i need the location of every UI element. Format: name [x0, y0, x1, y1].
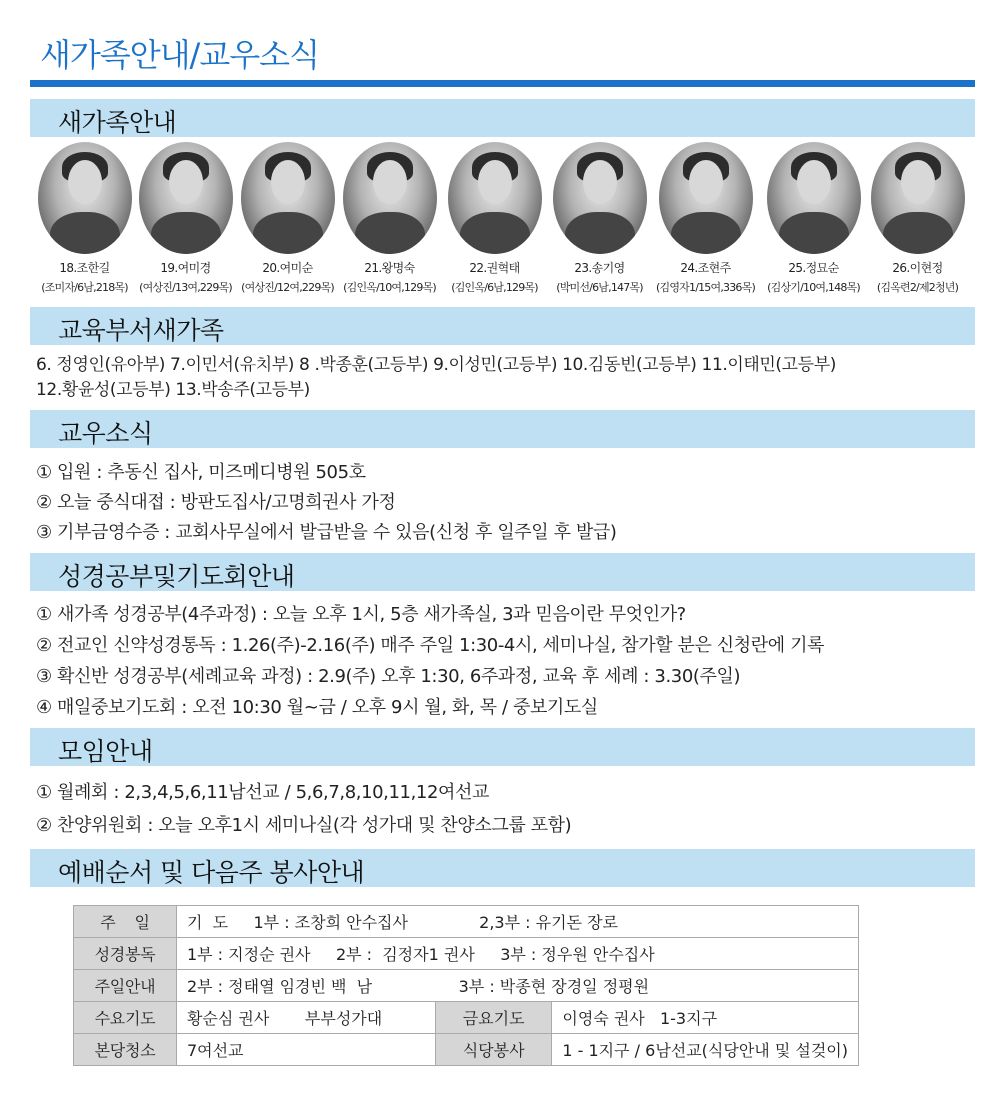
news-line: ③ 기부금영수증 : 교회사무실에서 발급받을 수 있음(신청 후 일주일 후 발급) [36, 522, 617, 543]
row-label: 성경봉독 [74, 938, 177, 970]
row-label: 금요기도 [435, 1002, 551, 1034]
member-card [865, 142, 970, 295]
member-card [235, 142, 340, 295]
member-info: (김인옥/6남,129목) [451, 281, 538, 294]
section-title: 교육부서새가족 [58, 316, 224, 345]
service-schedule-table [73, 905, 859, 1066]
row-label: 식당봉사 [435, 1034, 551, 1066]
member-card [761, 142, 866, 295]
education-line: 12.황윤성(고등부) 13.박송주(고등부) [36, 380, 310, 400]
row-label: 본당청소 [74, 1034, 177, 1066]
row-content: 1 - 1지구 / 6남선교(식당안내 및 설겆이) [552, 1034, 859, 1066]
member-name: 23.송기영 [574, 261, 625, 275]
news-line: ② 오늘 중식대접 : 방판도집사/고명희권사 가정 [36, 492, 396, 513]
member-name: 25.정묘순 [788, 261, 839, 275]
row-content: 1부 : 지정순 권사 2부 : 김정자1 권사 3부 : 정우원 안수집사 [176, 938, 858, 970]
member-photo [767, 142, 861, 254]
news-line: ① 입원 : 추동신 집사, 미즈메디병원 505호 [36, 462, 366, 483]
section-title: 성경공부및기도회안내 [58, 562, 295, 591]
member-photo [241, 142, 335, 254]
row-label: 주 일 [74, 906, 177, 938]
member-info: (조미자/6남,218목) [41, 281, 128, 294]
row-content: 이영숙 권사 1-3지구 [552, 1002, 859, 1034]
member-card [32, 142, 137, 295]
row-label: 수요기도 [74, 1002, 177, 1034]
row-label: 주일안내 [74, 970, 177, 1002]
member-photo [448, 142, 542, 254]
member-info: (김상기/10여,148목) [767, 281, 860, 294]
row-content: 7여선교 [176, 1034, 435, 1066]
member-info: (박미선/6남,147목) [556, 281, 643, 294]
member-card [133, 142, 238, 295]
section-title: 예배순서 및 다음주 봉사안내 [58, 858, 365, 887]
section-header-worship [30, 849, 975, 887]
member-card [547, 142, 652, 295]
section-header-news [30, 410, 975, 448]
bible-line: ④ 매일중보기도회 : 오전 10:30 월~금 / 오후 9시 월, 화, 목 / 중보기도실 [36, 697, 598, 718]
member-card [442, 142, 547, 295]
bible-line: ③ 확신반 성경공부(세례교육 과정) : 2.9(주) 오후 1:30, 6주과정, 교육 후 세례 : 3.30(주일) [36, 666, 741, 687]
title-divider [30, 80, 975, 87]
member-photo [871, 142, 965, 254]
member-name: 21.왕명숙 [364, 261, 415, 275]
table-row [74, 938, 859, 970]
section-header-meetings [30, 728, 975, 766]
member-photo [139, 142, 233, 254]
section-header-education [30, 307, 975, 345]
member-name: 19.여미경 [160, 261, 211, 275]
meeting-line: ① 월례회 : 2,3,4,5,6,11남선교 / 5,6,7,8,10,11,12여선교 [36, 782, 489, 803]
member-photo [553, 142, 647, 254]
section-header-bible-study [30, 553, 975, 591]
bible-line: ① 새가족 성경공부(4주과정) : 오늘 오후 1시, 5층 새가족실, 3과 믿음이란 무엇인가? [36, 604, 686, 625]
member-photo [659, 142, 753, 254]
member-name: 24.조현주 [680, 261, 731, 275]
member-info: (여상진/13여,229목) [139, 281, 232, 294]
member-info: (김옥련2/제2청년) [876, 281, 959, 294]
table-row [74, 1034, 859, 1066]
section-header-new-family [30, 99, 975, 137]
member-card [337, 142, 442, 295]
member-info: (김인옥/10여,129목) [343, 281, 436, 294]
row-content: 2부 : 정태열 임경빈 백 남 3부 : 박종현 장경일 정평원 [176, 970, 858, 1002]
page-title: 새가족안내/교우소식 [40, 36, 319, 74]
table-row [74, 906, 859, 938]
meeting-line: ② 찬양위원회 : 오늘 오후1시 세미나실(각 성가대 및 찬양소그룹 포함) [36, 815, 572, 836]
member-name: 22.권혁태 [469, 261, 520, 275]
bible-line: ② 전교인 신약성경통독 : 1.26(주)-2.16(주) 매주 주일 1:30-4시, 세미나실, 참가할 분은 신청란에 기록 [36, 635, 825, 656]
member-name: 18.조한길 [59, 261, 110, 275]
row-content: 황순심 권사 부부성가대 [176, 1002, 435, 1034]
education-line: 6. 정영인(유아부) 7.이민서(유치부) 8 .박종훈(고등부) 9.이성민(고등부) 10.김동빈(고등부) 11.이태민(고등부) [36, 355, 836, 375]
section-title: 새가족안내 [58, 108, 177, 137]
member-photo [343, 142, 437, 254]
member-info: (김영자1/15여,336목) [656, 281, 755, 294]
row-content: 기 도 1부 : 조창희 안수집사 2,3부 : 유기돈 장로 [176, 906, 858, 938]
table-row [74, 970, 859, 1002]
table-row [74, 1002, 859, 1034]
member-photo [38, 142, 132, 254]
member-name: 20.여미순 [262, 261, 313, 275]
section-title: 교우소식 [58, 419, 153, 448]
member-info: (여상진/12여,229목) [241, 281, 334, 294]
section-title: 모임안내 [58, 737, 153, 766]
member-card [653, 142, 758, 295]
new-member-gallery [30, 142, 975, 302]
member-name: 26.이현정 [892, 261, 943, 275]
